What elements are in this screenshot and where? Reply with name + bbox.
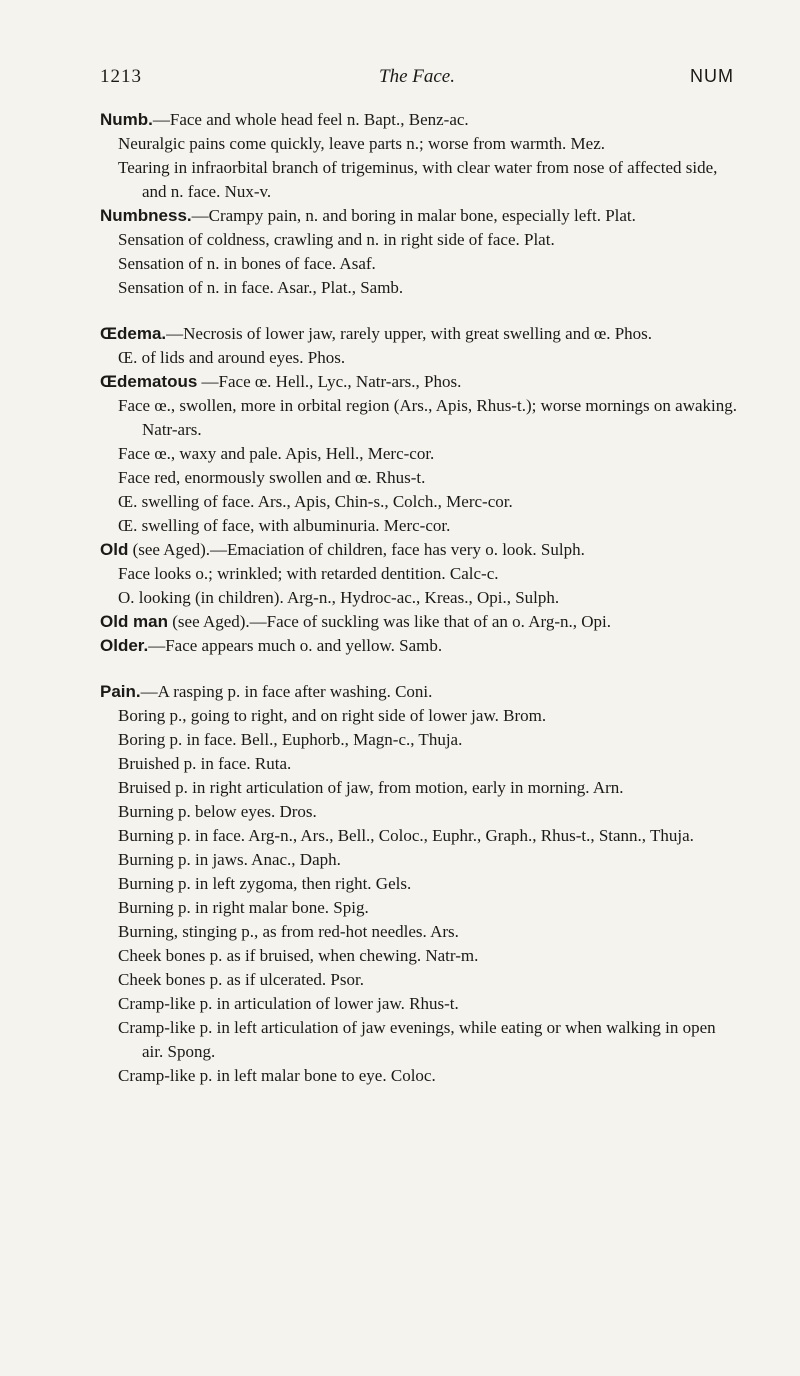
sub-rubric-entry — [118, 704, 740, 728]
page-body — [100, 108, 740, 1110]
sub-rubric-entry — [118, 442, 740, 466]
entry-text: Cheek bones p. as if bruised, when chewing. Natr-m. — [118, 946, 479, 965]
rubric-entry — [100, 204, 740, 228]
rubric-entry — [100, 322, 740, 346]
rubric-section — [100, 680, 740, 1088]
sub-rubric-entry — [118, 228, 740, 252]
sub-rubric-entry — [118, 800, 740, 824]
entry-text: Burning p. in right malar bone. Spig. — [118, 898, 369, 917]
rubric-heading: Older. — [100, 636, 149, 655]
rubric-section — [100, 322, 740, 658]
rubric-heading: Œdema. — [100, 324, 167, 343]
rubric-heading: Old man — [100, 612, 169, 631]
entry-text: Sensation of coldness, crawling and n. in right side of face. Plat. — [118, 230, 555, 249]
entry-text: Burning, stinging p., as from red-hot needles. Ars. — [118, 922, 459, 941]
entry-text: Burning p. below eyes. Dros. — [118, 802, 317, 821]
sub-rubric-entry — [118, 896, 740, 920]
sub-rubric-entry — [118, 944, 740, 968]
entry-text: Burning p. in left zygoma, then right. Gels. — [118, 874, 412, 893]
page-number: 1213 — [100, 66, 142, 87]
entry-text: Œ. swelling of face. Ars., Apis, Chin-s., Colch., Merc-cor. — [118, 492, 513, 511]
rubric-heading: Numb. — [100, 110, 153, 129]
section-abbreviation: NUM — [690, 66, 734, 86]
sub-rubric-entry — [118, 490, 740, 514]
running-header — [100, 66, 734, 92]
entry-text: Face œ., waxy and pale. Apis, Hell., Merc-cor. — [118, 444, 435, 463]
entry-text: —Crampy pain, n. and boring in malar bone, especially left. Plat. — [191, 206, 636, 225]
entry-text: Œ. of lids and around eyes. Phos. — [118, 348, 346, 367]
sub-rubric-entry — [118, 752, 740, 776]
rubric-entry — [100, 538, 740, 562]
sub-rubric-entry — [118, 466, 740, 490]
sub-rubric-entry — [118, 776, 740, 800]
rubric-entry — [100, 680, 740, 704]
entry-text: Cheek bones p. as if ulcerated. Psor. — [118, 970, 364, 989]
sub-rubric-entry — [118, 562, 740, 586]
entry-text: Face œ., swollen, more in orbital region (Ars., Apis, Rhus-t.); worse mornings on awaking. Natr-ars. — [118, 396, 737, 439]
rubric-section — [100, 108, 740, 300]
entry-text: Sensation of n. in face. Asar., Plat., Samb. — [118, 278, 404, 297]
sub-rubric-entry — [118, 586, 740, 610]
sub-rubric-entry — [118, 1064, 740, 1088]
entry-text: Boring p. in face. Bell., Euphorb., Magn-c., Thuja. — [118, 730, 463, 749]
entry-text: Œ. swelling of face, with albuminuria. Merc-cor. — [118, 516, 451, 535]
sub-rubric-entry — [118, 728, 740, 752]
sub-rubric-entry — [118, 276, 740, 300]
entry-text: —Face and whole head feel n. Bapt., Benz-ac. — [152, 110, 469, 129]
sub-rubric-entry — [118, 394, 740, 442]
sub-rubric-entry — [118, 514, 740, 538]
entry-text: Bruished p. in face. Ruta. — [118, 754, 292, 773]
sub-rubric-entry — [118, 252, 740, 276]
entry-text: Tearing in infraorbital branch of trigeminus, with clear water from nose of affected side, and n. face. Nux-v. — [118, 158, 718, 201]
entry-text: —Necrosis of lower jaw, rarely upper, with great swelling and œ. Phos. — [166, 324, 653, 343]
entry-text: Face looks o.; wrinkled; with retarded dentition. Calc-c. — [118, 564, 499, 583]
sub-rubric-entry — [118, 132, 740, 156]
entry-text: O. looking (in children). Arg-n., Hydroc-ac., Kreas., Opi., Sulph. — [118, 588, 560, 607]
entry-text: Bruised p. in right articulation of jaw, from motion, early in morning. Arn. — [118, 778, 624, 797]
sub-rubric-entry — [118, 848, 740, 872]
entry-text: Cramp-like p. in left malar bone to eye. Coloc. — [118, 1066, 436, 1085]
entry-text: (see Aged).—Emaciation of children, face has very o. look. Sulph. — [128, 540, 585, 559]
sub-rubric-entry — [118, 346, 740, 370]
entry-text: Neuralgic pains come quickly, leave parts n.; worse from warmth. Mez. — [118, 134, 606, 153]
entry-text: —A rasping p. in face after washing. Coni. — [140, 682, 433, 701]
entry-text: Face red, enormously swollen and œ. Rhus-t. — [118, 468, 426, 487]
rubric-entry — [100, 634, 740, 658]
rubric-heading: Œdematous — [100, 372, 198, 391]
rubric-entry — [100, 370, 740, 394]
rubric-heading: Numbness. — [100, 206, 192, 225]
sub-rubric-entry — [118, 920, 740, 944]
sub-rubric-entry — [118, 872, 740, 896]
entry-text: —Face appears much o. and yellow. Samb. — [148, 636, 443, 655]
sub-rubric-entry — [118, 1016, 740, 1064]
sub-rubric-entry — [118, 824, 740, 848]
entry-text: Sensation of n. in bones of face. Asaf. — [118, 254, 376, 273]
page-title: The Face. — [379, 66, 455, 87]
sub-rubric-entry — [118, 156, 740, 204]
entry-text: —Face œ. Hell., Lyc., Natr-ars., Phos. — [197, 372, 462, 391]
entry-text: Cramp-like p. in left articulation of jaw evenings, while eating or when walking in open air. Spong. — [118, 1018, 716, 1061]
sub-rubric-entry — [118, 968, 740, 992]
sub-rubric-entry — [118, 992, 740, 1016]
entry-text: Boring p., going to right, and on right side of lower jaw. Brom. — [118, 706, 547, 725]
rubric-heading: Old — [100, 540, 129, 559]
entry-text: Cramp-like p. in articulation of lower jaw. Rhus-t. — [118, 994, 459, 1013]
rubric-entry — [100, 108, 740, 132]
entry-text: Burning p. in face. Arg-n., Ars., Bell., Coloc., Euphr., Graph., Rhus-t., Stann., Thuja. — [118, 826, 694, 845]
rubric-heading: Pain. — [100, 682, 141, 701]
entry-text: (see Aged).—Face of suckling was like that of an o. Arg-n., Opi. — [168, 612, 612, 631]
rubric-entry — [100, 610, 740, 634]
entry-text: Burning p. in jaws. Anac., Daph. — [118, 850, 341, 869]
